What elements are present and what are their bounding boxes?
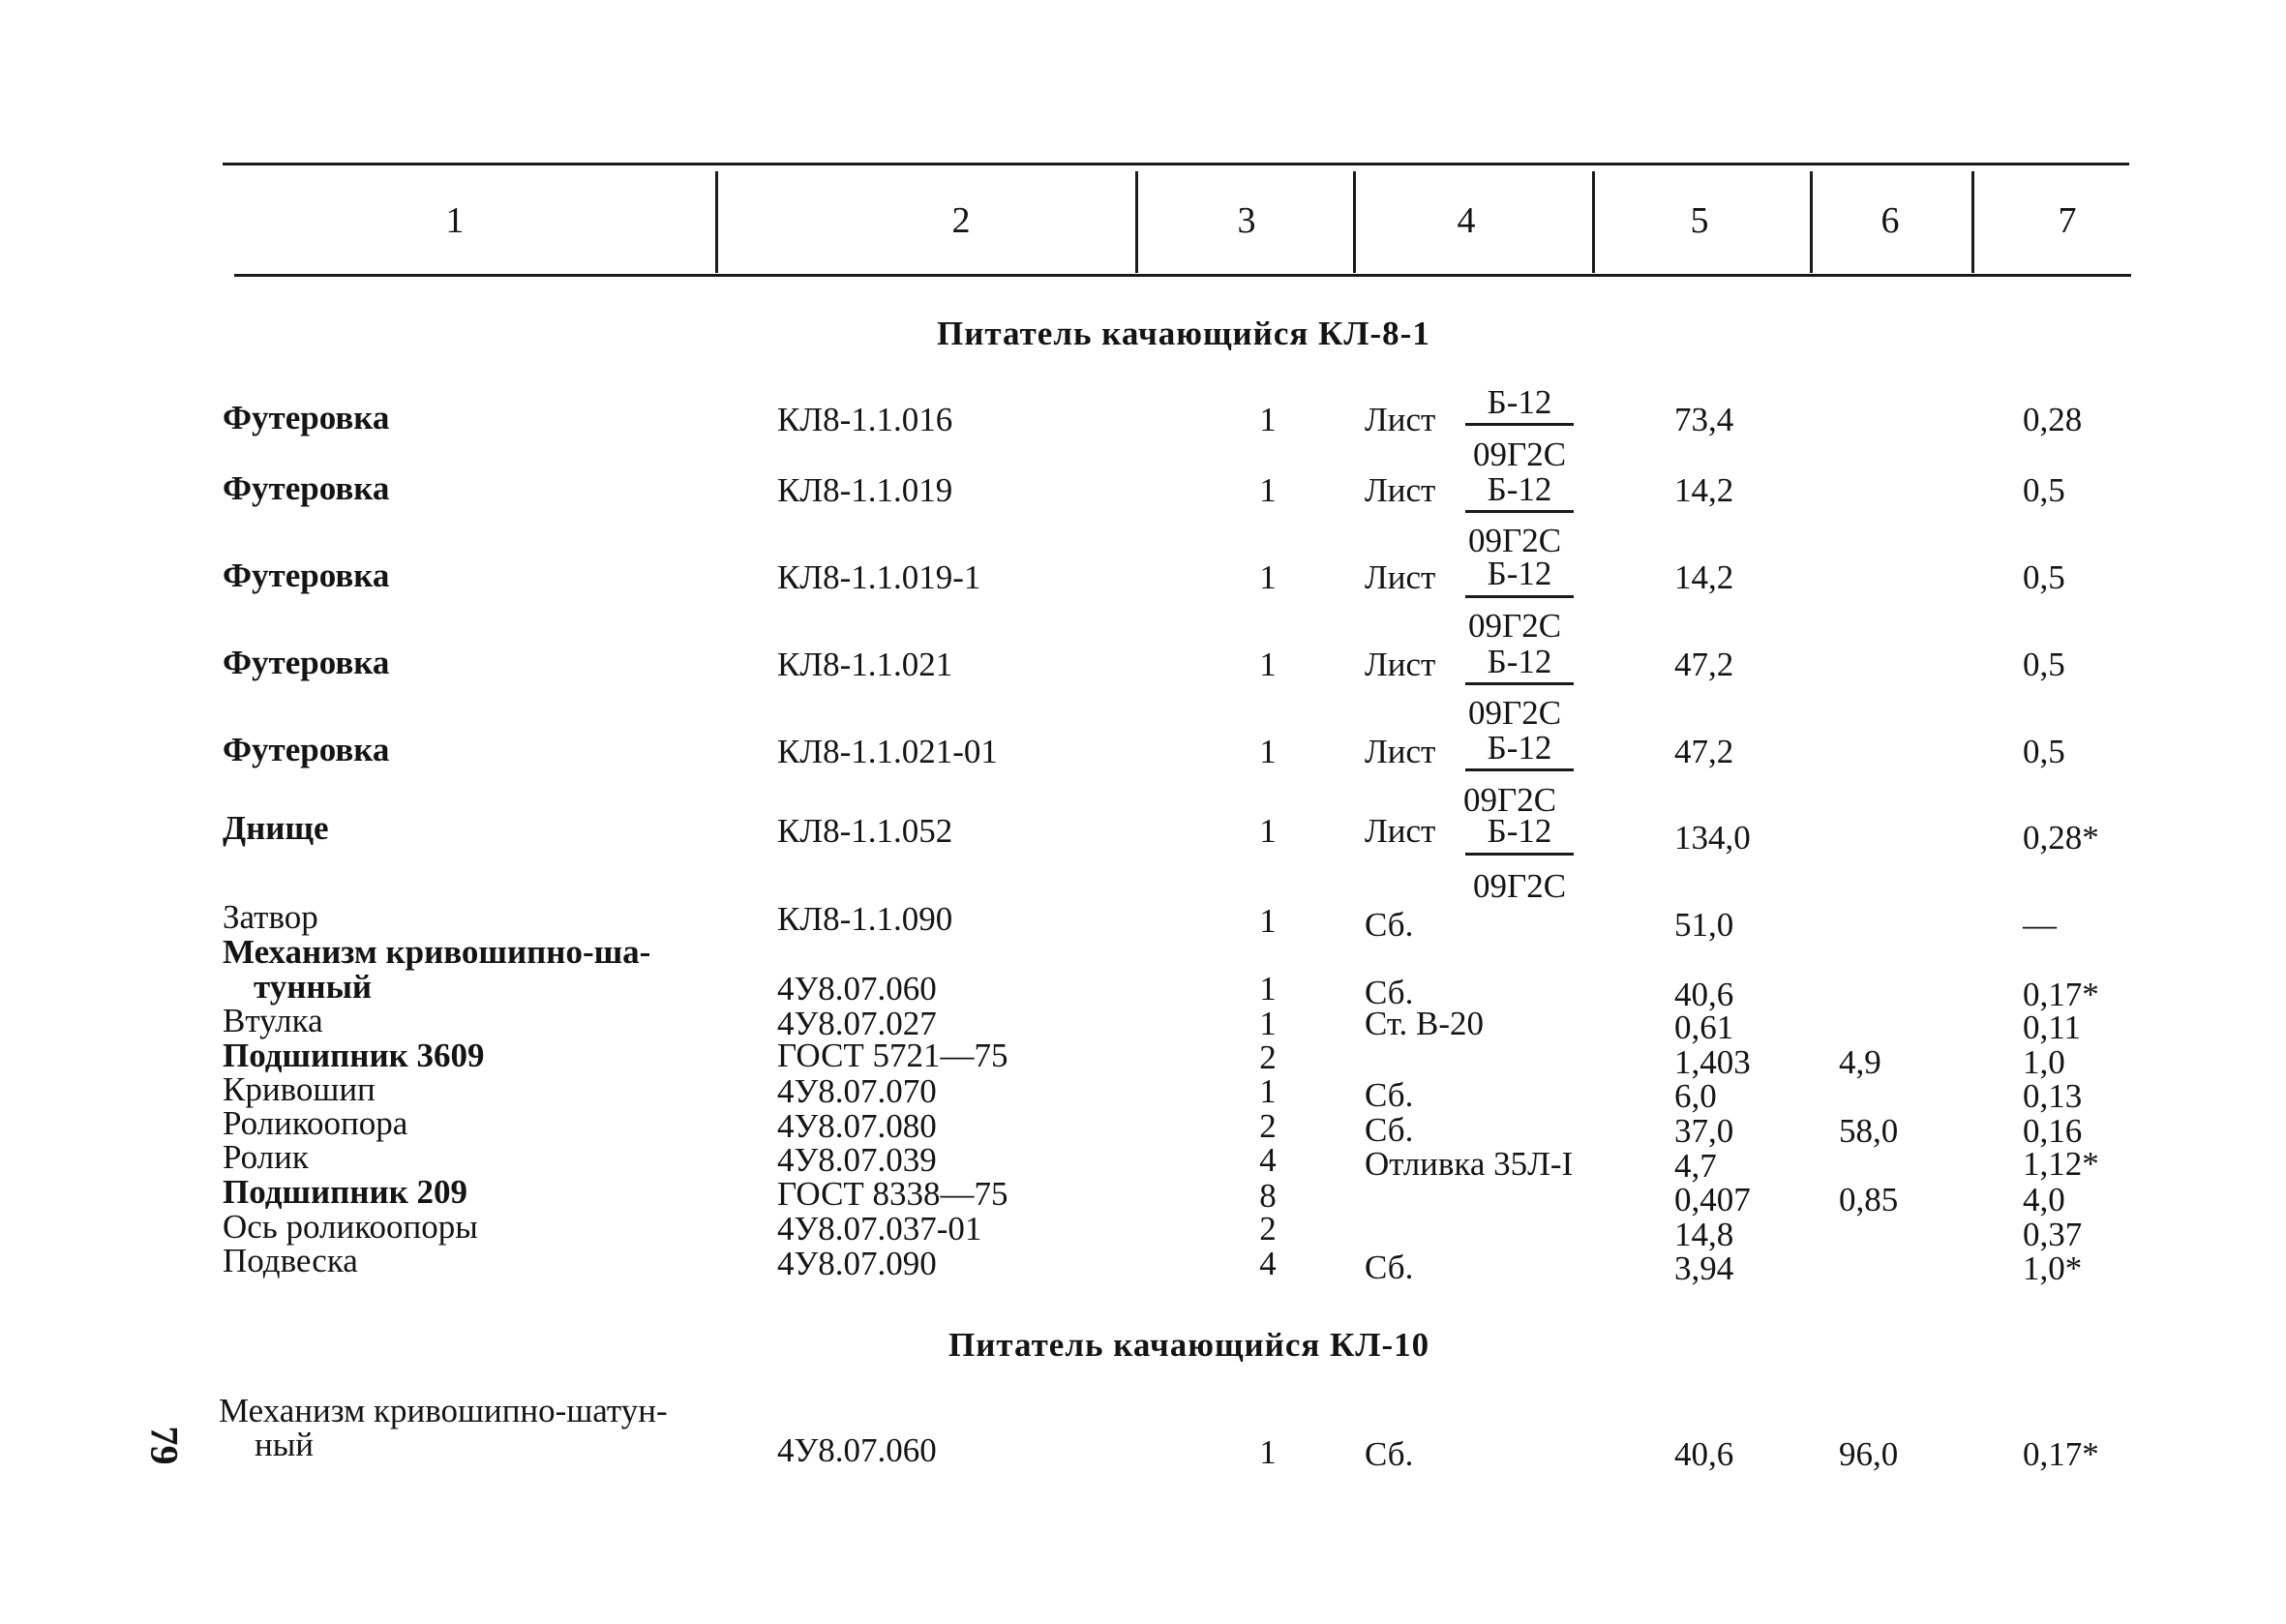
row-material: Отливка 35Л-I [1365,1145,1574,1183]
column-header-1: 1 [445,200,465,241]
row-material: Лист [1365,733,1436,770]
row-material: Сб. [1365,1248,1414,1286]
row-qty: 1 [1259,902,1277,940]
row-material: Сб. [1365,1076,1414,1114]
row-material: Сб. [1365,974,1414,1011]
material-grade: Б-12 [1487,812,1552,850]
row-material: Лист [1365,646,1436,683]
row-qty: 1 [1259,1433,1277,1471]
column-header-5: 5 [1690,200,1709,241]
material-grade: Б-12 [1487,383,1552,421]
row-name: Футеровка [223,644,390,681]
row-name: Днище [223,809,329,847]
row-col6: 58,0 [1839,1112,1899,1150]
row-code: 4У8.07.080 [777,1107,937,1145]
material-grade: Б-12 [1487,643,1552,680]
row-col7: 0,17* [2023,1435,2099,1473]
row-mass: 3,94 [1674,1249,1734,1287]
row-name: Футеровка [223,731,390,768]
row-material: Сб. [1365,1111,1414,1149]
row-name: Ось роликоопоры [223,1208,478,1246]
row-name: Затвор [223,898,318,936]
row-name: Подвеска [223,1242,358,1279]
row-col7: 0,13 [2023,1077,2083,1115]
row-qty: 1 [1259,401,1277,438]
row-name: Подшипник 3609 [223,1037,485,1074]
row-code: 4У8.07.027 [777,1005,937,1042]
row-qty: 2 [1259,1038,1277,1076]
row-col7: 0,11 [2023,1008,2081,1046]
row-code: КЛ8-1.1.019 [777,471,953,509]
row-material: Сб. [1365,1435,1414,1473]
row-col6: 4,9 [1839,1043,1881,1081]
fraction-line [1465,768,1574,771]
row-col6: 0,85 [1839,1181,1899,1218]
column-header-4: 4 [1457,200,1476,241]
row-qty: 4 [1259,1245,1277,1282]
row-col7: 1,0 [2023,1043,2065,1081]
row-mass: 47,2 [1674,646,1734,683]
row-qty: 1 [1259,733,1277,770]
header-divider [1592,171,1595,273]
row-mass: 0,407 [1674,1181,1751,1218]
row-qty: 1 [1259,1072,1277,1110]
row-material: Лист [1365,471,1436,509]
row-mass: 47,2 [1674,733,1734,770]
row-mass: 40,6 [1674,1435,1734,1473]
row-name: Футеровка [223,399,390,436]
row-qty: 8 [1259,1177,1277,1215]
row-code: КЛ8-1.1.090 [777,900,953,938]
row-code: 4У8.07.090 [777,1245,937,1282]
header-divider [715,171,718,273]
row-col6: 96,0 [1839,1435,1899,1473]
row-name-continued: ный [255,1426,314,1463]
row-col7: 0,28 [2023,401,2083,438]
material-grade: Б-12 [1487,555,1552,592]
row-col7: 0,28* [2023,819,2099,857]
row-mass: 0,61 [1674,1008,1734,1046]
row-material: Ст. В-20 [1365,1005,1485,1042]
row-col7: 4,0 [2023,1181,2065,1218]
row-code: ГОСТ 8338—75 [777,1175,1008,1213]
steel-grade: 09Г2С [1467,522,1562,559]
row-code: 4У8.07.070 [777,1072,937,1110]
fraction-line [1465,682,1574,685]
row-col7: 1,0* [2023,1249,2083,1287]
row-name: Механизм кривошипно-ша- [223,933,651,971]
page-number: 79 [142,1426,187,1465]
column-header-6: 6 [1880,200,1900,241]
row-mass: 6,0 [1674,1077,1717,1115]
steel-grade: 09Г2С [1472,867,1567,905]
row-code: 4У8.07.060 [777,970,937,1007]
row-qty: 1 [1259,558,1277,596]
steel-grade: 09Г2С [1472,436,1567,473]
header-divider [1135,171,1138,273]
row-qty: 4 [1259,1141,1277,1179]
row-code: ГОСТ 5721—75 [777,1037,1008,1074]
row-qty: 1 [1259,812,1277,850]
row-code: КЛ8-1.1.021 [777,646,953,683]
row-code: КЛ8-1.1.052 [777,812,953,850]
row-col7: 0,37 [2023,1216,2083,1253]
header-bottom-rule [234,274,2131,277]
header-top-rule [223,163,2129,165]
row-name: Подшипник 209 [223,1173,468,1211]
column-header-2: 2 [951,200,971,241]
row-name: Кривошип [223,1070,376,1108]
row-code: КЛ8-1.1.021-01 [777,733,998,770]
header-divider [1353,171,1356,273]
row-qty: 1 [1259,1005,1277,1042]
row-mass: 37,0 [1674,1112,1734,1150]
row-code: 4У8.07.060 [777,1431,937,1469]
row-code: КЛ8-1.1.019-1 [777,558,981,596]
row-code: 4У8.07.039 [777,1141,937,1179]
row-name: Втулка [223,1002,323,1039]
row-mass: 14,2 [1674,471,1734,509]
row-name: Ролик [223,1138,309,1176]
row-mass: 40,6 [1674,976,1734,1013]
row-code: 4У8.07.037-01 [777,1210,982,1248]
section-title: Питатель качающийся КЛ-8-1 [937,315,1430,352]
row-material: Лист [1365,558,1436,596]
fraction-line [1465,595,1574,598]
row-col7: 0,5 [2023,558,2065,596]
material-grade: Б-12 [1487,729,1552,767]
row-col7: 1,12* [2023,1145,2099,1183]
row-qty: 1 [1259,970,1277,1007]
row-material: Лист [1365,401,1436,438]
row-mass: 134,0 [1674,819,1751,857]
row-name: Роликоопора [223,1104,408,1142]
row-mass: 1,403 [1674,1043,1751,1081]
row-col7: 0,16 [2023,1112,2083,1150]
row-col7: 0,5 [2023,471,2065,509]
fraction-line [1465,853,1574,856]
row-qty: 2 [1259,1210,1277,1248]
row-mass: 14,2 [1674,558,1734,596]
row-col7: 0,5 [2023,733,2065,770]
row-mass: 4,7 [1674,1147,1717,1185]
row-mass: 73,4 [1674,401,1734,438]
row-material: Сб. [1365,906,1414,944]
row-col7: 0,5 [2023,646,2065,683]
steel-grade: 09Г2С [1462,781,1557,819]
section-title: Питатель качающийся КЛ-10 [948,1326,1430,1364]
column-header-3: 3 [1237,200,1256,241]
row-code: КЛ8-1.1.016 [777,401,953,438]
column-header-7: 7 [2058,200,2077,241]
row-material: Лист [1365,812,1436,850]
steel-grade: 09Г2С [1467,607,1562,645]
row-name: Футеровка [223,469,390,507]
row-mass: 51,0 [1674,906,1734,944]
fraction-line [1465,423,1574,426]
row-col7: — [2023,906,2057,944]
steel-grade: 09Г2С [1467,694,1562,732]
row-name: Футеровка [223,556,390,594]
row-qty: 1 [1259,471,1277,509]
row-col7: 0,17* [2023,976,2099,1013]
fraction-line [1465,510,1574,513]
header-divider [1810,171,1813,273]
row-qty: 1 [1259,646,1277,683]
row-name-continued: тунный [254,968,373,1006]
header-divider [1971,171,1974,273]
row-mass: 14,8 [1674,1216,1734,1253]
row-name: Механизм кривошипно-шатун- [219,1392,668,1429]
row-qty: 2 [1259,1107,1277,1145]
material-grade: Б-12 [1487,470,1552,508]
